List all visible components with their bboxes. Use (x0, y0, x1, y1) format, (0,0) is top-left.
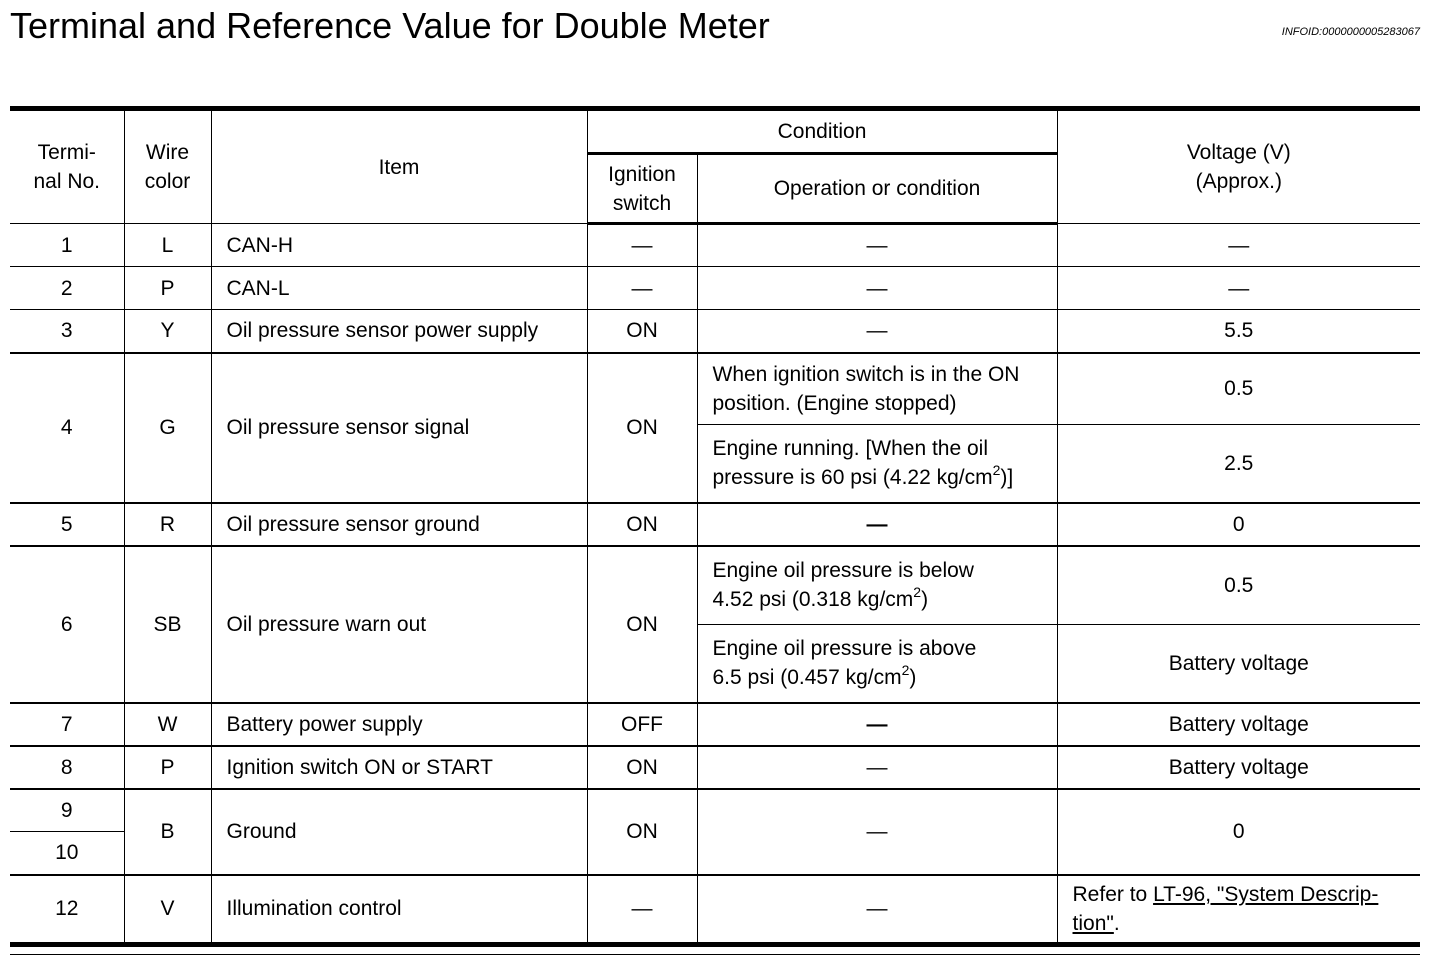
system-description-link-cont[interactable]: tion" (1072, 911, 1114, 935)
item-cell: Oil pressure sensor ground (211, 503, 587, 546)
terminal-cell: 1 (10, 224, 124, 267)
table-row (10, 546, 1420, 625)
voltage-cell: 5.5 (1057, 310, 1420, 353)
voltage-cell: — (1057, 267, 1420, 310)
condition-line: Engine oil pressure is below (712, 559, 974, 583)
header-voltage-line2: (Approx.) (1195, 170, 1282, 193)
condition-tail: )] (1000, 466, 1014, 490)
terminal-cell: 12 (10, 875, 124, 945)
ignition-cell: — (587, 224, 697, 267)
ignition-cell: — (587, 875, 697, 945)
superscript: 2 (992, 462, 1001, 479)
header-terminal-line1: Termi- (37, 141, 96, 164)
operation-cell: — (697, 503, 1057, 546)
condition-tail: ) (909, 666, 917, 690)
wire-color-cell: V (124, 875, 211, 945)
operation-cell: — (697, 224, 1057, 267)
item-cell: CAN-H (211, 224, 587, 267)
wire-color-cell: R (124, 503, 211, 546)
page-title: Terminal and Reference Value for Double Meter (10, 5, 770, 46)
operation-cell: — (697, 267, 1057, 310)
system-description-link[interactable]: LT-96, "System Descrip- (1153, 882, 1379, 906)
voltage-cell: Battery voltage (1057, 703, 1420, 746)
terminal-reference-table (10, 106, 1420, 947)
header-wire-line2: color (144, 170, 191, 193)
item-cell: Oil pressure sensor power supply (211, 310, 587, 353)
table-row (10, 310, 1420, 353)
voltage-cell: 0.5 (1057, 546, 1420, 625)
condition-line: Engine oil pressure is above (712, 637, 977, 661)
wire-color-cell: P (124, 746, 211, 789)
condition-tail: ) (921, 588, 929, 612)
operation-cell (697, 425, 1057, 503)
reference-line-2 (1073, 909, 1415, 938)
superscript: 2 (913, 584, 922, 601)
condition-line: Engine running. [When the oil (712, 437, 989, 461)
condition-line: When ignition switch is in the ON (712, 362, 1020, 386)
operation-cell: — (697, 746, 1057, 789)
voltage-cell: 0.5 (1057, 353, 1420, 425)
ignition-cell: ON (587, 310, 697, 353)
condition-line (713, 585, 1051, 614)
operation-cell: — (697, 310, 1057, 353)
item-cell: Ground (211, 789, 587, 875)
operation-cell: — (697, 703, 1057, 746)
item-cell: Illumination control (211, 875, 587, 945)
operation-cell (697, 625, 1057, 703)
wire-color-cell: P (124, 267, 211, 310)
terminal-cell: 10 (10, 832, 124, 875)
terminal-cell: 4 (10, 353, 124, 503)
header-operation: Operation or condition (697, 154, 1057, 224)
terminal-cell: 8 (10, 746, 124, 789)
terminal-cell: 5 (10, 503, 124, 546)
wire-color-cell: L (124, 224, 211, 267)
ignition-cell: OFF (587, 703, 697, 746)
ignition-cell: ON (587, 746, 697, 789)
operation-cell: — (697, 875, 1057, 945)
item-cell: Battery power supply (211, 703, 587, 746)
header-voltage (1057, 109, 1420, 224)
reference-suffix: . (1113, 911, 1120, 935)
item-cell: Ignition switch ON or START (211, 746, 587, 789)
header-ignition-switch (587, 154, 697, 224)
superscript: 2 (901, 662, 910, 679)
ignition-cell: — (587, 267, 697, 310)
condition-line (713, 663, 1051, 692)
wire-color-cell: W (124, 703, 211, 746)
terminal-cell: 9 (10, 789, 124, 832)
terminal-cell: 3 (10, 310, 124, 353)
voltage-cell: 2.5 (1057, 425, 1420, 503)
condition-line: position. (Engine stopped) (712, 391, 957, 415)
table-row (10, 746, 1420, 789)
header-ignition-line1: Ignition (608, 162, 676, 186)
bottom-divider (10, 954, 1420, 955)
voltage-cell: 0 (1057, 503, 1420, 546)
terminal-table-container (10, 106, 1420, 947)
ignition-cell: ON (587, 503, 697, 546)
condition-text: 6.5 psi (0.457 kg/cm (712, 666, 902, 690)
table-row (10, 224, 1420, 267)
header-wire-line1: Wire (145, 141, 190, 164)
operation-cell (697, 546, 1057, 625)
operation-cell: — (697, 789, 1057, 875)
condition-line (713, 463, 1051, 492)
voltage-cell (1057, 875, 1420, 945)
ignition-cell: ON (587, 546, 697, 703)
table-row (10, 703, 1420, 746)
wire-color-cell: Y (124, 310, 211, 353)
item-cell: Oil pressure sensor signal (211, 353, 587, 503)
table-row (10, 353, 1420, 425)
header-terminal-line2: nal No. (33, 170, 101, 193)
reference-prefix: Refer to (1072, 882, 1154, 906)
condition-text: pressure is 60 psi (4.22 kg/cm (712, 466, 993, 490)
voltage-cell: 0 (1057, 789, 1420, 875)
ignition-cell: ON (587, 353, 697, 503)
header-item: Item (211, 109, 587, 224)
item-cell: Oil pressure warn out (211, 546, 587, 703)
terminal-cell: 7 (10, 703, 124, 746)
table-row (10, 789, 1420, 832)
table-row (10, 503, 1420, 546)
voltage-cell: Battery voltage (1057, 625, 1420, 703)
wire-color-cell: SB (124, 546, 211, 703)
wire-color-cell: G (124, 353, 211, 503)
header-ignition-line2: switch (612, 191, 672, 215)
terminal-cell: 2 (10, 267, 124, 310)
header-wire-color (124, 109, 211, 224)
header-condition: Condition (587, 109, 1057, 154)
terminal-cell: 6 (10, 546, 124, 703)
voltage-cell: — (1057, 224, 1420, 267)
ignition-cell: ON (587, 789, 697, 875)
info-id: INFOID:0000000005283067 (1281, 26, 1420, 38)
condition-text: 4.52 psi (0.318 kg/cm (712, 588, 914, 612)
table-row (10, 267, 1420, 310)
item-cell: CAN-L (211, 267, 587, 310)
voltage-cell: Battery voltage (1057, 746, 1420, 789)
table-row (10, 875, 1420, 945)
reference-line-1 (1073, 880, 1415, 909)
header-voltage-line1: Voltage (V) (1186, 141, 1291, 164)
operation-cell (697, 353, 1057, 425)
header-terminal (10, 109, 124, 224)
header-row-1 (10, 109, 1420, 154)
wire-color-cell: B (124, 789, 211, 875)
